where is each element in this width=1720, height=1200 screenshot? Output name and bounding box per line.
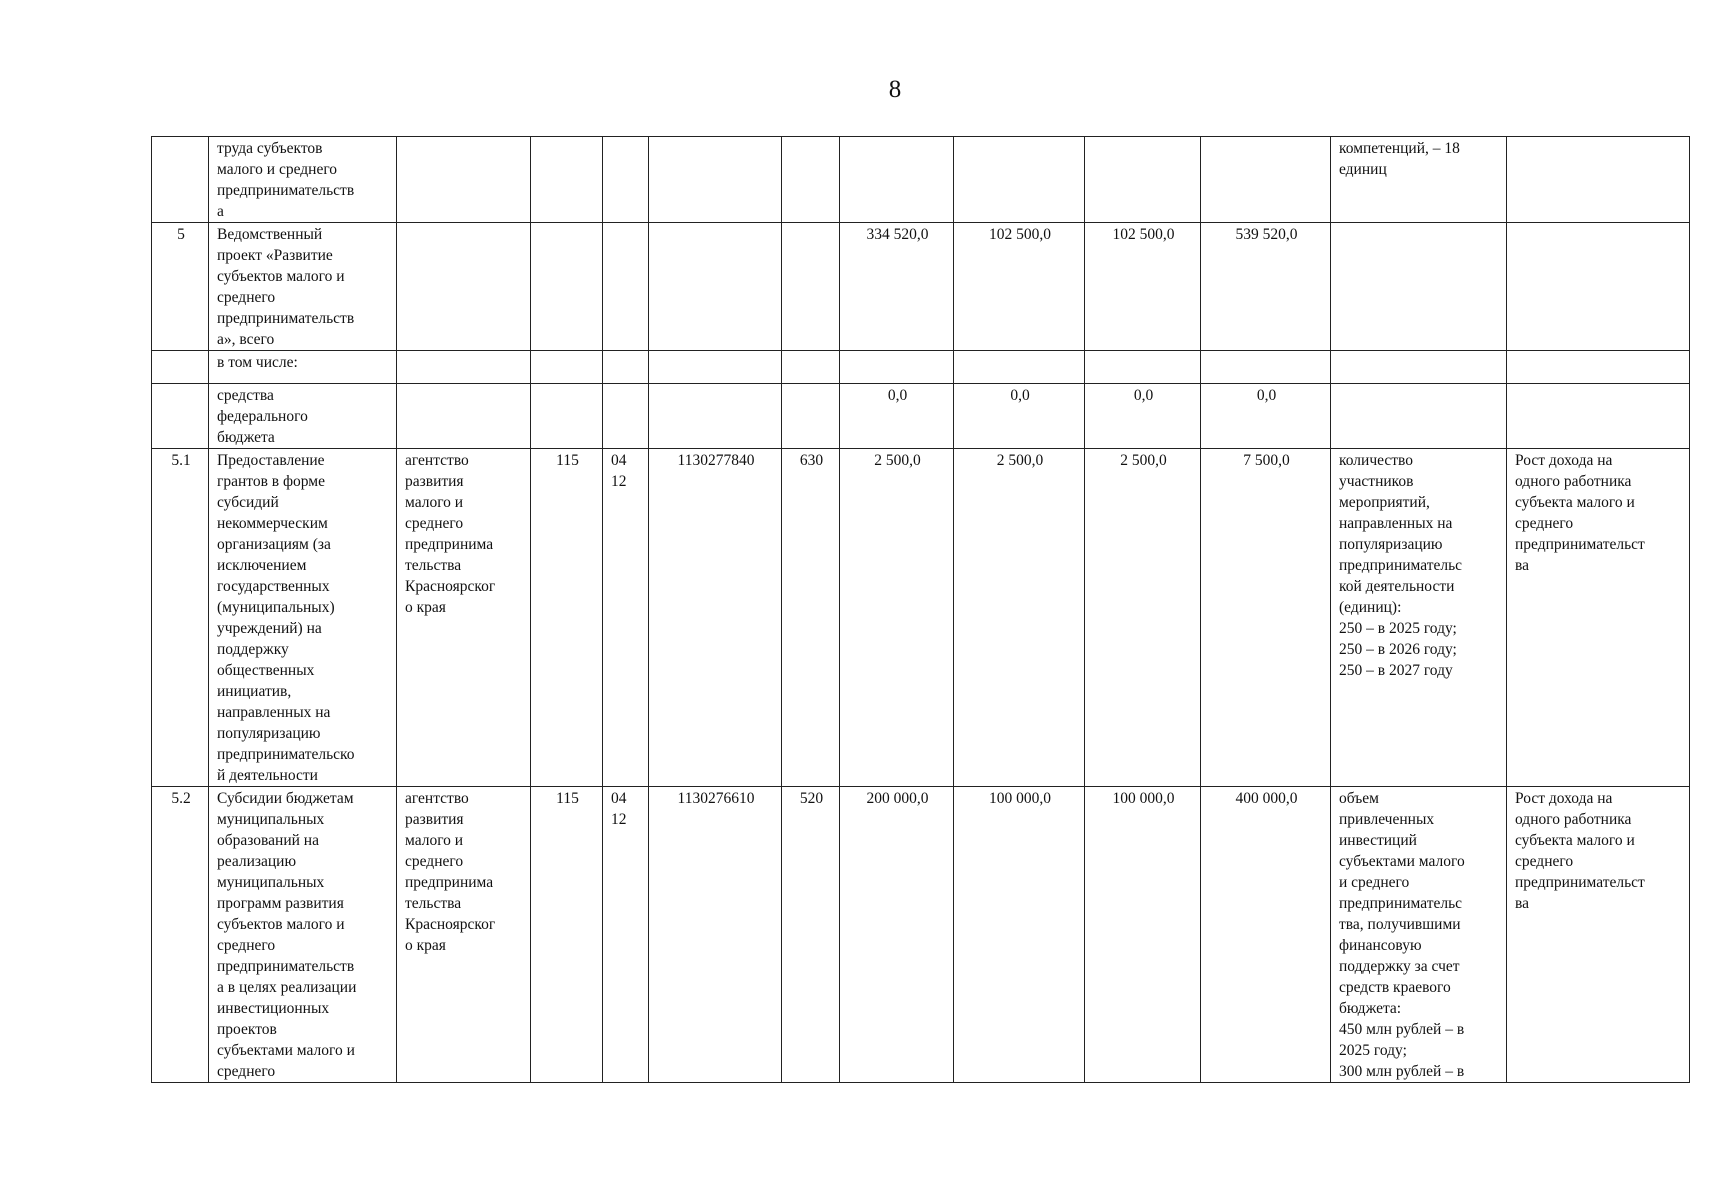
row-name-cell: в том числе:	[209, 351, 397, 384]
row-number-cell: 5.1	[152, 449, 209, 787]
grbs-code-cell: 115	[531, 449, 603, 787]
expected-result-cell: Рост дохода на одного работника субъекта малого и среднего предпринимательст ва	[1507, 449, 1690, 787]
target-article-cell	[649, 351, 782, 384]
section-code-cell: 04 12	[603, 449, 649, 787]
amount-2025-cell	[840, 351, 954, 384]
grbs-code-cell	[531, 384, 603, 449]
indicator-cell	[1331, 223, 1507, 351]
row-name-cell: Ведомственный проект «Развитие субъектов малого и среднего предпринимательств а», всего	[209, 223, 397, 351]
executor-cell	[397, 137, 531, 223]
row-number-cell	[152, 351, 209, 384]
table-row	[152, 449, 1690, 787]
amount-2027-cell	[1085, 351, 1201, 384]
amount-2026-cell: 100 000,0	[954, 787, 1085, 1083]
expense-type-cell	[782, 223, 840, 351]
expected-result-cell: Рост дохода на одного работника субъекта малого и среднего предпринимательст ва	[1507, 787, 1690, 1083]
executor-cell	[397, 223, 531, 351]
table-row	[152, 351, 1690, 384]
row-number-cell: 5	[152, 223, 209, 351]
grbs-code-cell	[531, 351, 603, 384]
amount-2027-cell: 0,0	[1085, 384, 1201, 449]
grbs-code-cell	[531, 223, 603, 351]
expected-result-cell	[1507, 351, 1690, 384]
amount-2026-cell	[954, 137, 1085, 223]
indicator-cell: компетенций, – 18 единиц	[1331, 137, 1507, 223]
program-table	[151, 136, 1690, 1083]
amount-2026-cell: 102 500,0	[954, 223, 1085, 351]
expense-type-cell	[782, 351, 840, 384]
expected-result-cell	[1507, 223, 1690, 351]
row-name-cell: труда субъектов малого и среднего предпринимательств а	[209, 137, 397, 223]
table-row	[152, 137, 1690, 223]
amount-2025-cell: 334 520,0	[840, 223, 954, 351]
amount-total-cell: 0,0	[1201, 384, 1331, 449]
expense-type-cell: 630	[782, 449, 840, 787]
amount-total-cell: 400 000,0	[1201, 787, 1331, 1083]
indicator-cell	[1331, 351, 1507, 384]
executor-cell	[397, 384, 531, 449]
amount-2027-cell: 2 500,0	[1085, 449, 1201, 787]
amount-total-cell	[1201, 137, 1331, 223]
grbs-code-cell: 115	[531, 787, 603, 1083]
executor-cell	[397, 351, 531, 384]
amount-2027-cell	[1085, 137, 1201, 223]
expense-type-cell	[782, 384, 840, 449]
target-article-cell: 1130277840	[649, 449, 782, 787]
row-number-cell	[152, 384, 209, 449]
indicator-cell	[1331, 384, 1507, 449]
target-article-cell: 1130276610	[649, 787, 782, 1083]
amount-2025-cell: 2 500,0	[840, 449, 954, 787]
expense-type-cell	[782, 137, 840, 223]
amount-2026-cell: 2 500,0	[954, 449, 1085, 787]
amount-2025-cell	[840, 137, 954, 223]
executor-cell: агентство развития малого и среднего предпринима тельства Красноярског о края	[397, 787, 531, 1083]
amount-2025-cell: 200 000,0	[840, 787, 954, 1083]
row-number-cell	[152, 137, 209, 223]
amount-2026-cell: 0,0	[954, 384, 1085, 449]
expected-result-cell	[1507, 137, 1690, 223]
row-name-cell: средства федерального бюджета	[209, 384, 397, 449]
grbs-code-cell	[531, 137, 603, 223]
table-row	[152, 384, 1690, 449]
section-code-cell	[603, 137, 649, 223]
table-body	[152, 137, 1690, 1083]
section-code-cell: 04 12	[603, 787, 649, 1083]
target-article-cell	[649, 384, 782, 449]
amount-2027-cell: 100 000,0	[1085, 787, 1201, 1083]
section-code-cell	[603, 223, 649, 351]
amount-2025-cell: 0,0	[840, 384, 954, 449]
expense-type-cell: 520	[782, 787, 840, 1083]
section-code-cell	[603, 384, 649, 449]
row-name-cell: Субсидии бюджетам муниципальных образований на реализацию муниципальных программ развития субъектов малого и среднего предпринимательств а в целях реализации инвестиционных проектов субъектами малого и среднего	[209, 787, 397, 1083]
table-row	[152, 787, 1690, 1083]
indicator-cell: объем привлеченных инвестиций субъектами малого и среднего предпринимательс тва, получившими финансовую поддержку за счет средств краевого бюджета: 450 млн рублей – в 2025 году; 300 млн рублей – в	[1331, 787, 1507, 1083]
amount-total-cell: 7 500,0	[1201, 449, 1331, 787]
target-article-cell	[649, 223, 782, 351]
table-row	[152, 223, 1690, 351]
amount-2026-cell	[954, 351, 1085, 384]
amount-2027-cell: 102 500,0	[1085, 223, 1201, 351]
section-code-cell	[603, 351, 649, 384]
amount-total-cell	[1201, 351, 1331, 384]
amount-total-cell: 539 520,0	[1201, 223, 1331, 351]
indicator-cell: количество участников мероприятий, направленных на популяризацию предпринимательс кой деятельности (единиц): 250 – в 2025 году; 250 – в 2026 году; 250 – в 2027 году	[1331, 449, 1507, 787]
executor-cell: агентство развития малого и среднего предпринима тельства Красноярског о края	[397, 449, 531, 787]
page-number: 8	[888, 76, 902, 103]
expected-result-cell	[1507, 384, 1690, 449]
row-number-cell: 5.2	[152, 787, 209, 1083]
row-name-cell: Предоставление грантов в форме субсидий некоммерческим организациям (за исключением государственных (муниципальных) учреждений) на поддержку общественных инициатив, направленных на популяризацию предпринимательско й деятельности	[209, 449, 397, 787]
target-article-cell	[649, 137, 782, 223]
